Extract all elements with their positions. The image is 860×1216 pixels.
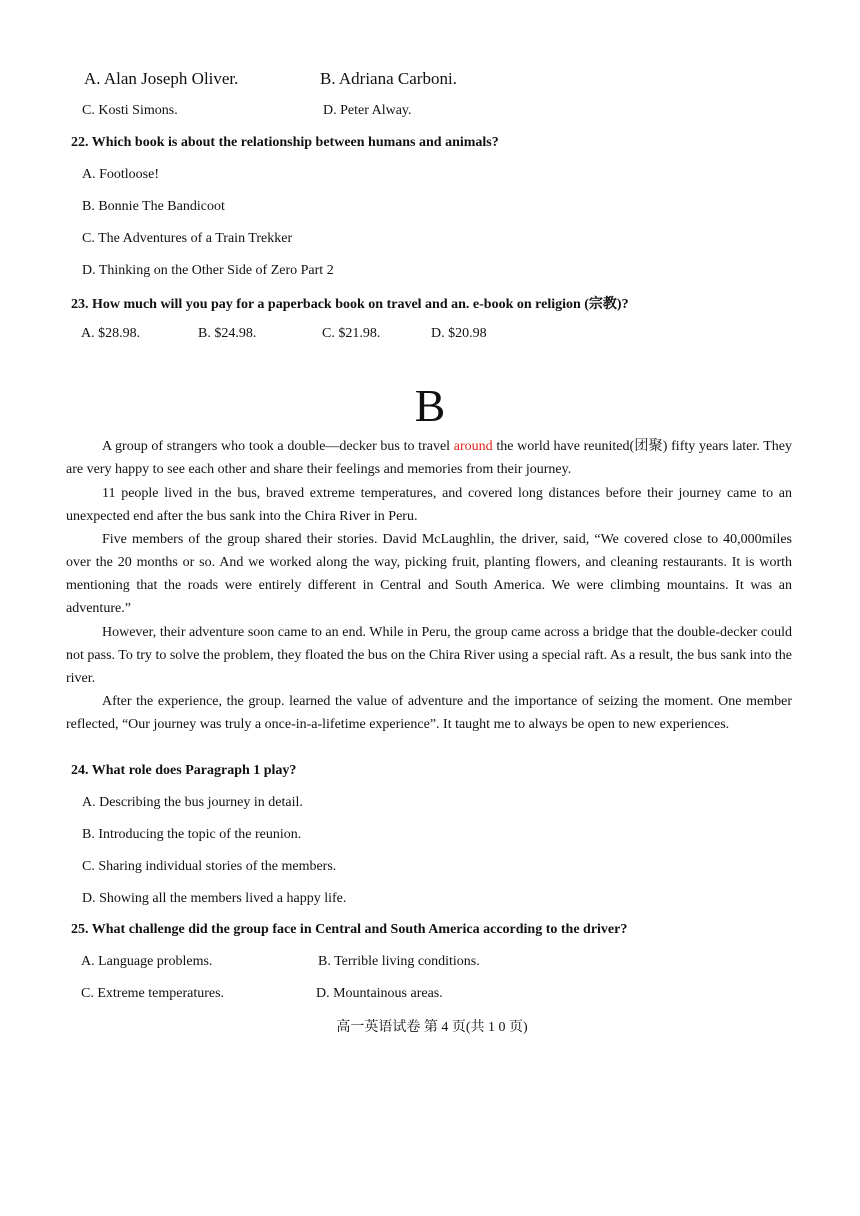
q25-option-c: C. Extreme temperatures. (81, 986, 225, 1001)
q25-option-a: A. Language problems. (81, 954, 213, 969)
paragraph-1-text-start: A group of strangers who took a double—decker bus to travel (102, 439, 454, 454)
q21-option-b: B. Adriana Carboni. (320, 69, 457, 88)
passage-paragraph-3: Five members of the group shared their stories. David McLaughlin, the driver, said, “We covered close to 40,000miles over the 20 months or so. And we worked along the way, picking fruit, planting flowers, and cleaning restaurants. It is worth mentioning that the roads were entirely different in Central and South America. We were climbing mountains. It was an adventure.” (66, 532, 792, 616)
q22-option-c: C. The Adventures of a Train Trekker (82, 231, 293, 246)
q21-option-a: A. Alan Joseph Oliver. (84, 69, 239, 88)
passage-paragraph-2: 11 people lived in the bus, braved extreme temperatures, and covered long distances before their journey came to an unexpected end after the bus sank into the Chira River in Peru. (66, 486, 792, 524)
q22-question: 22. Which book is about the relationship between humans and animals? (71, 135, 499, 150)
q22-option-d: D. Thinking on the Other Side of Zero Part 2 (82, 263, 334, 278)
q24-option-c: C. Sharing individual stories of the members. (82, 859, 337, 874)
q22-option-b: B. Bonnie The Bandicoot (82, 199, 225, 214)
q24-option-d: D. Showing all the members lived a happy life. (82, 891, 347, 906)
q24-option-b: B. Introducing the topic of the reunion. (82, 827, 302, 842)
page-footer: 高一英语试卷 第 4 页(共 1 0 页) (336, 1020, 528, 1035)
section-heading: B (414, 380, 446, 431)
q23-option-d: D. $20.98 (431, 326, 487, 341)
q23-question: 23. How much will you pay for a paperback book on travel and an. e-book on religion (宗教)? (71, 297, 629, 312)
q23-option-b: B. $24.98. (198, 326, 257, 341)
q24-question: 24. What role does Paragraph 1 play? (71, 763, 297, 778)
q25-question: 25. What challenge did the group face in Central and South America according to the driver? (71, 922, 628, 937)
passage-paragraph-5: After the experience, the group. learned the value of adventure and the importance of seizing the moment. One member reflected, “Our journey was truly a once-in-a-lifetime experience”. It taught me to always be open to new experiences. (66, 694, 792, 732)
q25-option-d: D. Mountainous areas. (316, 986, 443, 1001)
paragraph-1-text-end: the world have reunited(团聚) fifty years later. They are very happy to see each other and share their feelings and memories from their journey. (66, 439, 792, 477)
passage-paragraph-1 (66, 435, 792, 481)
q21-option-d: D. Peter Alway. (323, 103, 412, 118)
q21-option-c: C. Kosti Simons. (82, 103, 178, 118)
q24-option-a: A. Describing the bus journey in detail. (82, 795, 303, 810)
passage-paragraph-4: However, their adventure soon came to an end. While in Peru, the group came across a bridge that the double-decker could not pass. To try to solve the problem, they floated the bus on the Chira River using a special raft. As a result, the bus sank into the river. (66, 625, 792, 686)
q22-option-a: A. Footloose! (82, 167, 159, 182)
q23-option-a: A. $28.98. (81, 326, 141, 341)
q25-option-b: B. Terrible living conditions. (318, 954, 480, 969)
q23-option-c: C. $21.98. (322, 326, 381, 341)
highlighted-word: around (453, 439, 493, 454)
